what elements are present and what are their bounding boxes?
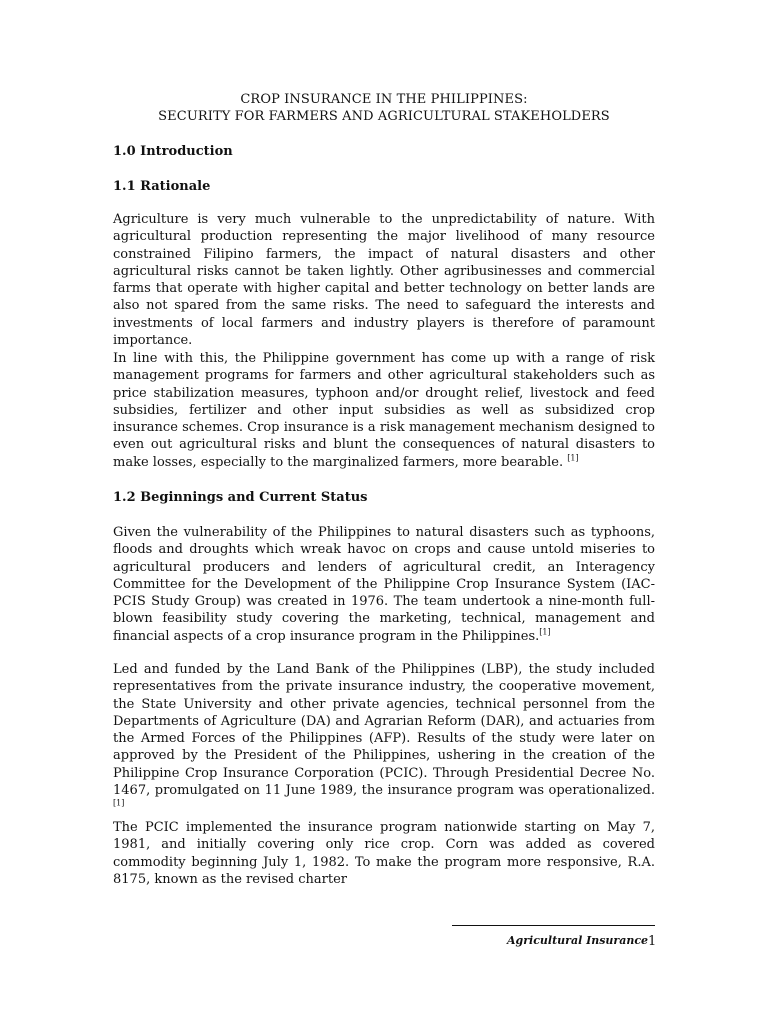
footer-divider xyxy=(452,925,655,926)
footer-running-title: Agricultural Insurance xyxy=(507,934,649,947)
rationale-paragraph-2 xyxy=(113,350,655,471)
rationale-paragraph-2-text: In line with this, the Philippine government has come up with a range of risk management programs for farmers and other agricultural stakeholders such as price stabilization measures, typhoon and/or drought relief, livestock and feed subsidies, fertilizer and other input subsidies as well as subsidized crop insurance schemes. Crop insurance is a risk management mechanism designed to even out agricultural risks and blunt the consequences of natural disasters to make losses, especially to the marginalized farmers, more bearable. xyxy=(113,351,655,470)
section-heading-introduction: 1.0 Introduction xyxy=(113,144,233,159)
page-number: 1 xyxy=(648,934,657,949)
beginnings-paragraph-2-text: Led and funded by the Land Bank of the Philippines (LBP), the study included representatives from the private insurance industry, the cooperative movement, the State University and other private agencies, technical personnel from the Departments of Agriculture (DA) and Agrarian Reform (DAR), and actuaries from the Armed Forces of the Philippines (AFP). Results of the study were later on approved by the President of the Philippines, ushering in the creation of the Philippine Crop Insurance Corporation (PCIC). Through Presidential Decree No. 1467, promulgated on 11 June 1989, the insurance program was operationalized. xyxy=(113,662,655,799)
title-line-1: CROP INSURANCE IN THE PHILIPPINES: xyxy=(240,92,528,107)
section-heading-beginnings: 1.2 Beginnings and Current Status xyxy=(113,490,368,505)
footnote-reference[interactable]: [1] xyxy=(113,799,125,809)
beginnings-paragraph-2 xyxy=(113,661,655,817)
beginnings-paragraph-3: The PCIC implemented the insurance program nationwide starting on May 7, 1981, and initially covering only rice crop. Corn was added as covered commodity beginning July 1, 1982. To make the program more responsive, R.A. 8175, known as the revised charter xyxy=(113,820,655,887)
beginnings-paragraph-1 xyxy=(113,524,655,645)
footnote-reference[interactable]: [1] xyxy=(567,453,579,463)
title-line-2: SECURITY FOR FARMERS AND AGRICULTURAL STAKEHOLDERS xyxy=(158,109,610,124)
section-heading-rationale: 1.1 Rationale xyxy=(113,179,211,194)
footnote-reference[interactable]: [1] xyxy=(539,627,551,637)
beginnings-paragraph-1-text: Given the vulnerability of the Philippines to natural disasters such as typhoons, floods and droughts which wreak havoc on crops and cause untold miseries to agricultural producers and lenders of agricultural credit, an Interagency Committee for the Development of the Philippine Crop Insurance System (IAC-PCIS Study Group) was created in 1976. The team undertook a nine-month full-blown feasibility study covering the marketing, technical, management and financial aspects of a crop insurance program in the Philippines. xyxy=(113,525,655,644)
document-title xyxy=(113,91,655,125)
rationale-paragraph-1: Agriculture is very much vulnerable to the unpredictability of nature. With agricultural production representing the major livelihood of many resource constrained Filipino farmers, the impact of natural disasters and other agricultural risks cannot be taken lightly. Other agribusinesses and commercial farms that operate with higher capital and better technology on better lands are also not spared from the same risks. The need to safeguard the interests and investments of local farmers and industry players is therefore of paramount importance. xyxy=(113,212,655,349)
